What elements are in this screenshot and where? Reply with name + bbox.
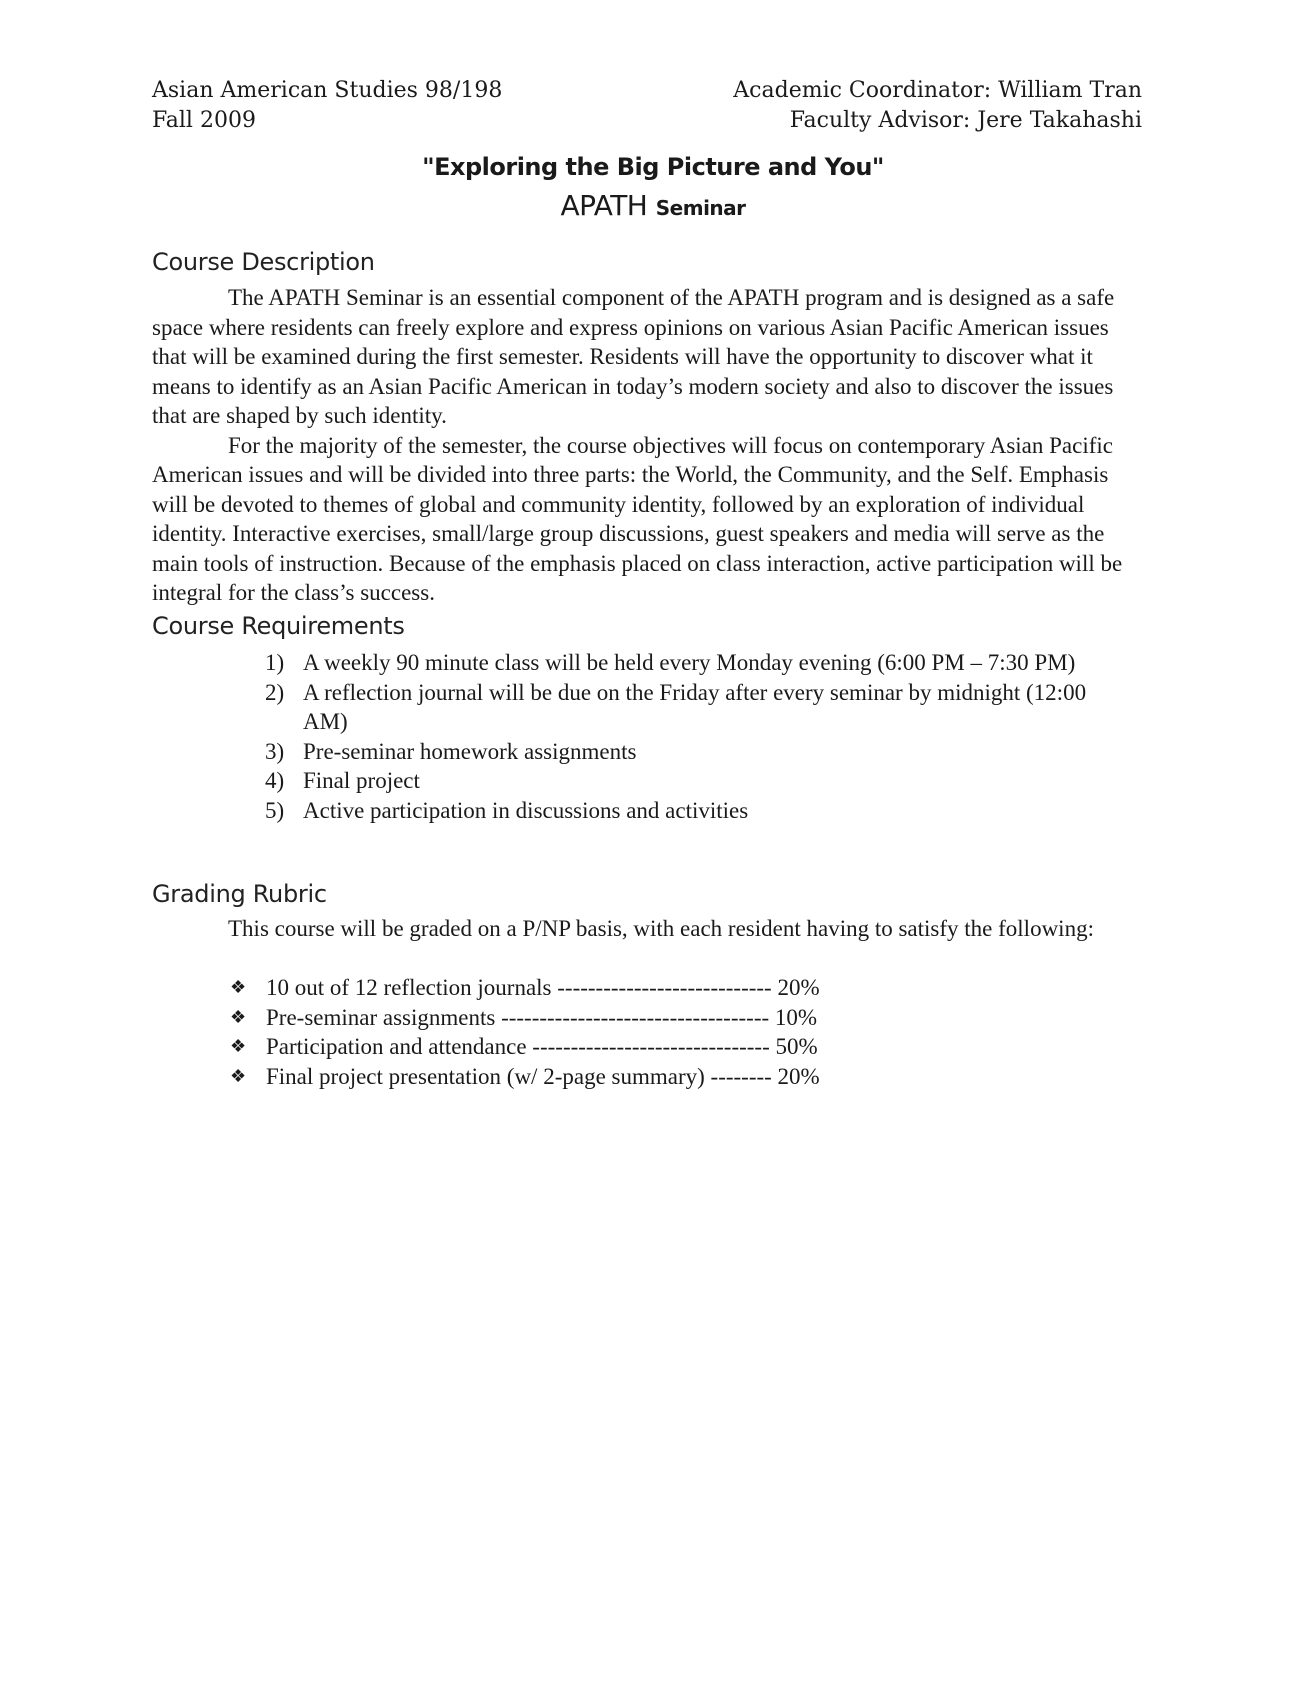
academic-coordinator: Academic Coordinator: William Tran bbox=[733, 78, 1142, 103]
list-item-text: Active participation in discussions and activities bbox=[303, 797, 749, 823]
diamond-bullet-icon: ❖ bbox=[230, 977, 247, 997]
list-number: 5) bbox=[265, 797, 285, 823]
course-description-body bbox=[152, 283, 1142, 608]
list-item-text: Final project bbox=[303, 768, 420, 793]
list-number: 4) bbox=[265, 768, 285, 793]
course-requirements-heading: Course Requirements bbox=[152, 612, 405, 640]
grading-rubric-intro bbox=[152, 914, 1142, 944]
seminar-subtitle: "Exploring the Big Picture and You" bbox=[422, 153, 884, 181]
faculty-advisor: Faculty Advisor: Jere Takahashi bbox=[789, 108, 1142, 133]
rubric-list bbox=[230, 973, 930, 1091]
diamond-bullet-icon: ❖ bbox=[230, 1036, 247, 1056]
list-item-text: Pre-seminar homework assignments bbox=[303, 738, 637, 764]
course-name: Asian American Studies 98/198 bbox=[152, 78, 503, 103]
rubric-item-text: Final project presentation (w/ 2-page summary) -------- 20% bbox=[266, 1063, 820, 1089]
seminar-title bbox=[0, 186, 1306, 228]
list-item bbox=[230, 1003, 930, 1033]
list-item-text: A reflection journal will be due on the Friday after every seminar by midnight (12:00 AM) bbox=[303, 679, 1087, 734]
seminar-title-main: APATH bbox=[560, 189, 648, 222]
description-paragraph: For the majority of the semester, the course objectives will focus on contemporary Asian Pacific American issues and will be divided into three parts: the World, the Community, and the Self. Emphasis will be devoted to themes of global and community identity, followed by an exploration of individual identity. Interactive exercises, small/large group discussions, guest speakers and media will serve as the main tools of instruction. Because of the emphasis placed on class interaction, active participation will be integral for the class’s success. bbox=[152, 432, 1123, 605]
rubric-item-text: 10 out of 12 reflection journals ---------------------------- 20% bbox=[266, 975, 820, 1000]
list-item bbox=[230, 1062, 930, 1092]
list-item bbox=[265, 796, 1125, 826]
list-item-text: A weekly 90 minute class will be held every Monday evening (6:00 PM – 7:30 PM) bbox=[303, 650, 1076, 675]
list-number: 3) bbox=[265, 738, 285, 764]
list-item bbox=[265, 648, 1125, 678]
term: Fall 2009 bbox=[152, 108, 256, 133]
list-item bbox=[230, 973, 930, 1003]
list-item bbox=[265, 678, 1125, 737]
seminar-title-sub: Seminar bbox=[655, 196, 746, 220]
diamond-bullet-icon: ❖ bbox=[230, 1065, 247, 1086]
list-item bbox=[265, 737, 1125, 767]
course-description-heading: Course Description bbox=[152, 248, 375, 276]
rubric-item-text: Participation and attendance ------------------------------- 50% bbox=[266, 1034, 818, 1059]
diamond-bullet-icon: ❖ bbox=[230, 1006, 247, 1027]
header-left bbox=[152, 76, 502, 136]
title-block bbox=[0, 150, 1306, 228]
list-item bbox=[265, 766, 1125, 796]
rubric-intro-text: This course will be graded on a P/NP basis, with each resident having to satisfy the following: bbox=[228, 916, 1094, 941]
list-item bbox=[230, 1032, 930, 1062]
description-paragraph: The APATH Seminar is an essential component of the APATH program and is designed as a safe space where residents can freely explore and express opinions on various Asian Pacific American issues that will be examined during the first semester. Residents will have the opportunity to discover what it means to identify as an Asian Pacific American in today’s modern society and also to discover the issues that are shaped by such identity. bbox=[152, 285, 1115, 428]
list-number: 2) bbox=[265, 679, 285, 705]
list-number: 1) bbox=[265, 650, 285, 675]
header-right bbox=[733, 76, 1142, 136]
rubric-item-text: Pre-seminar assignments ----------------------------------- 10% bbox=[266, 1004, 818, 1030]
grading-rubric-heading: Grading Rubric bbox=[152, 880, 327, 908]
requirements-list bbox=[265, 648, 1125, 825]
